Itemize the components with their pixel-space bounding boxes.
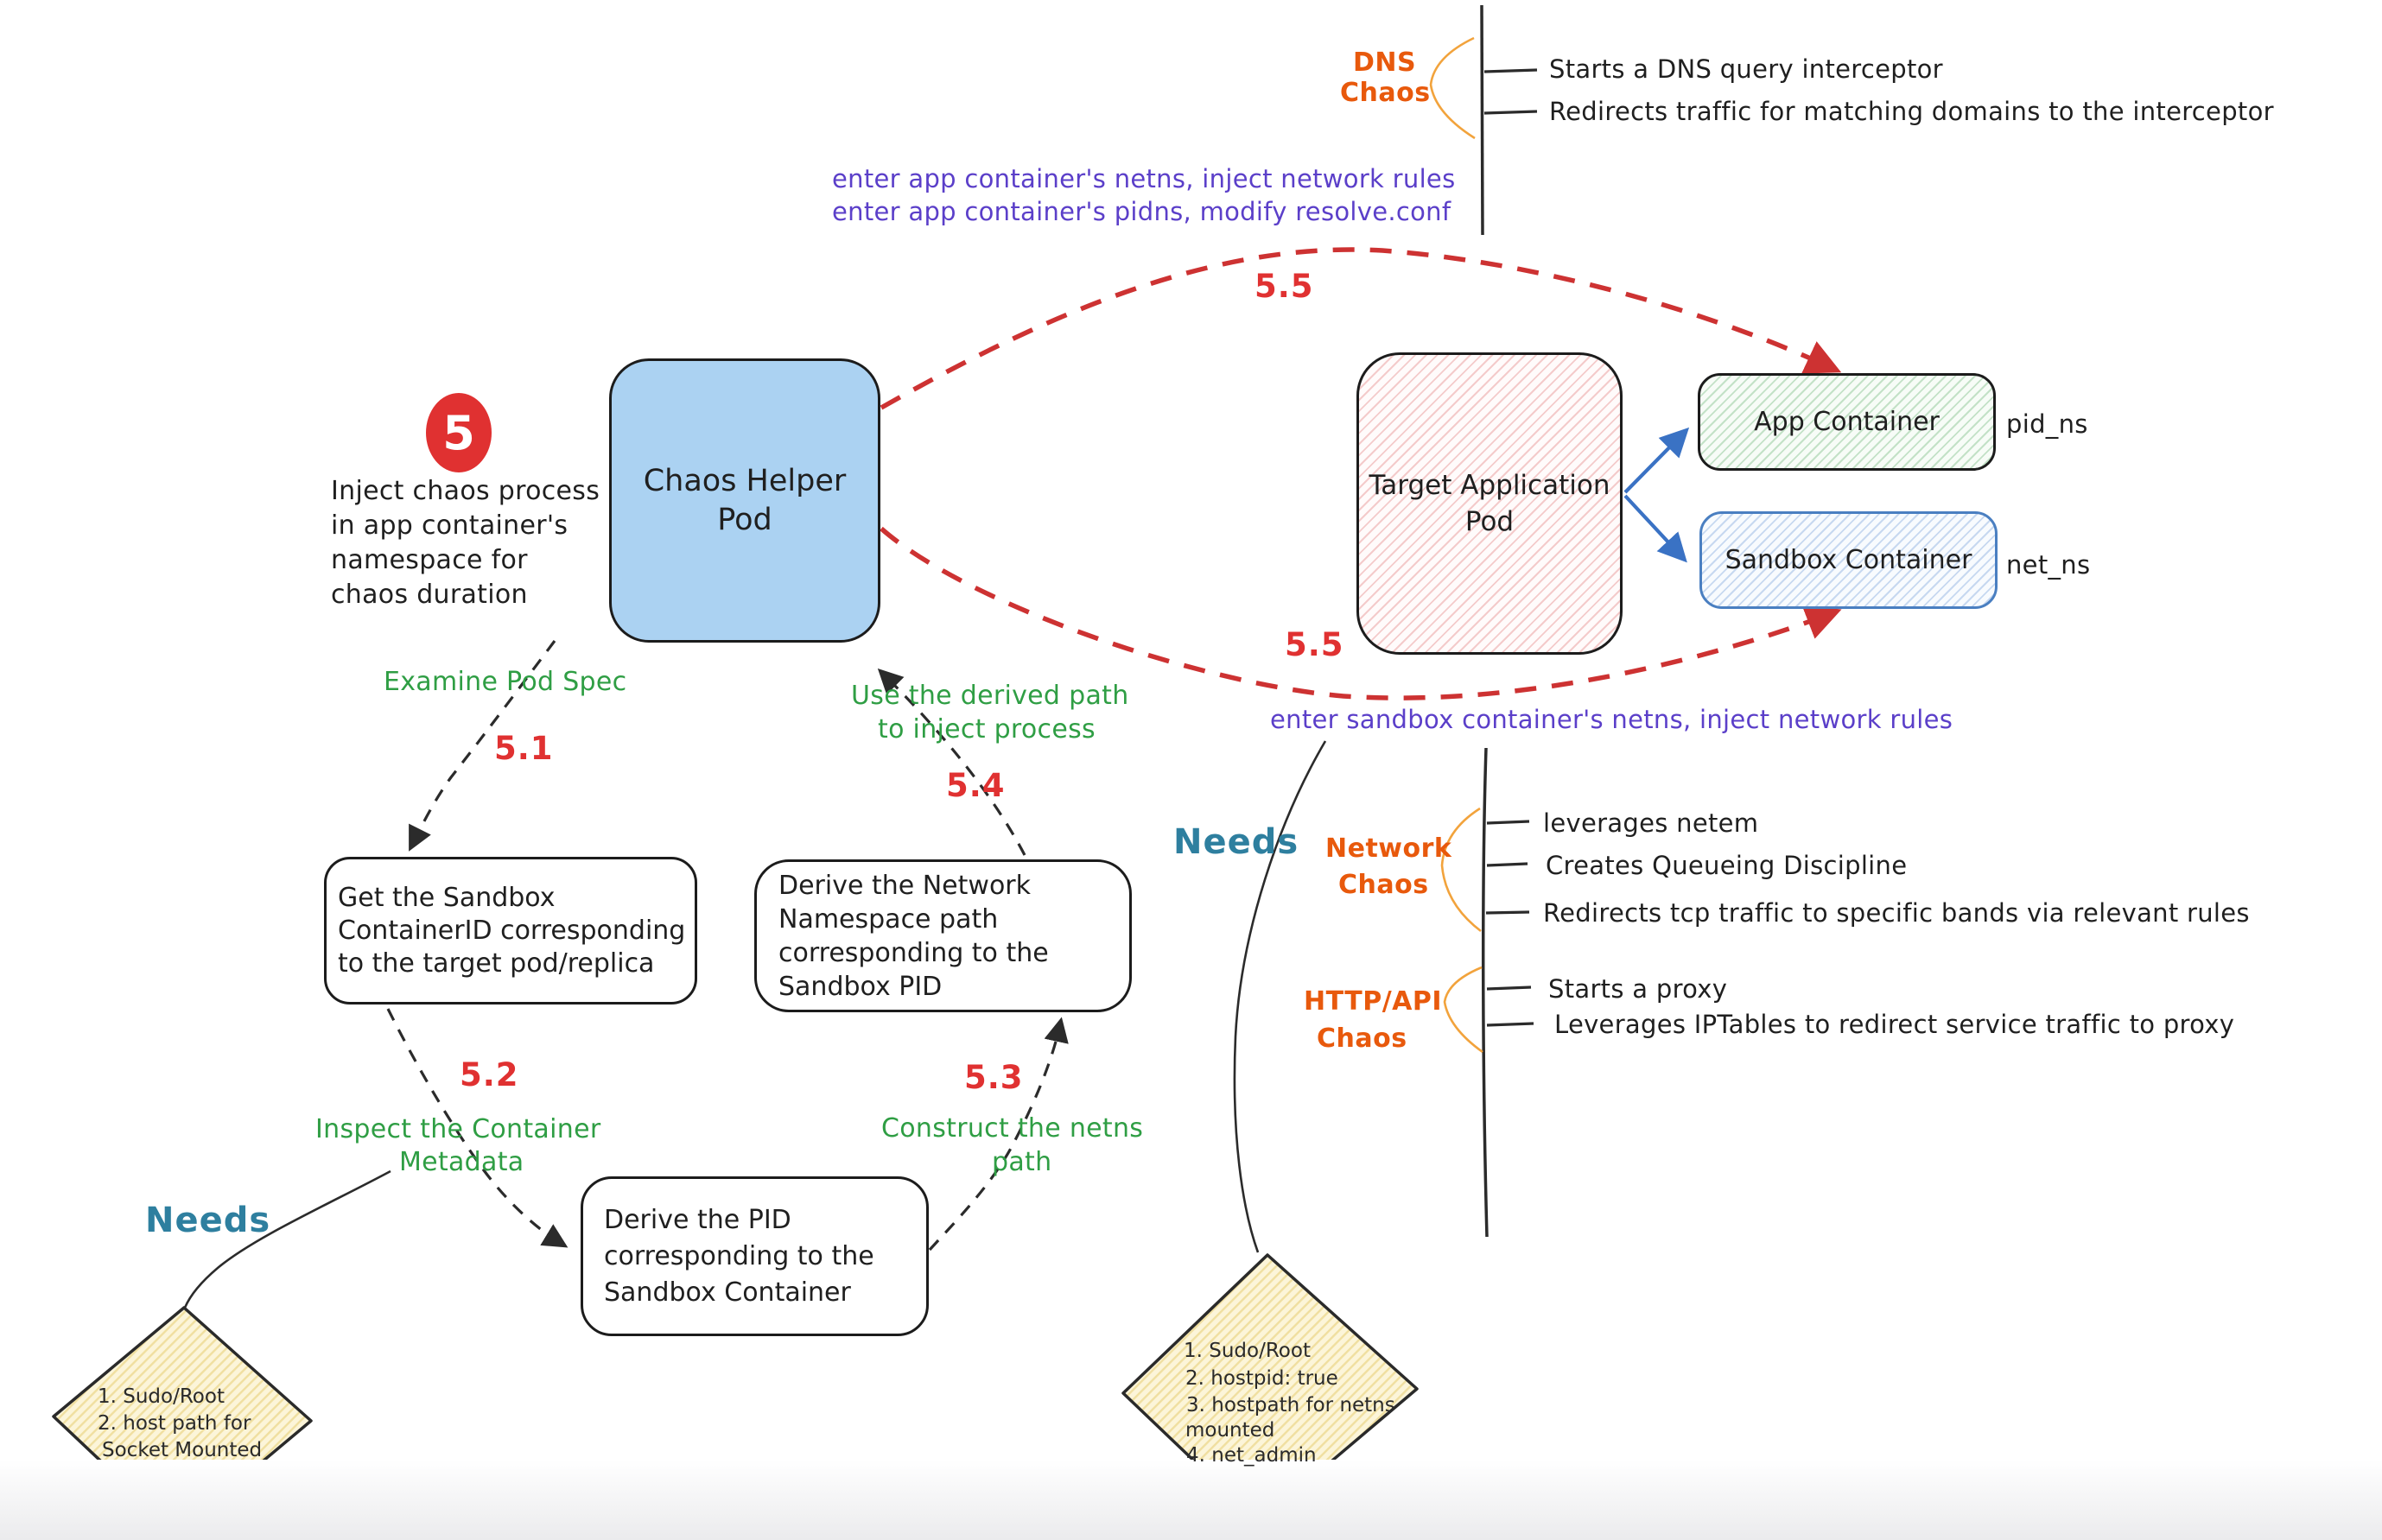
step-5-4-label-line2: to inject process <box>878 714 1096 745</box>
step-5-4-label-line1: Use the derived path <box>851 681 1129 711</box>
needs-left-item: 1. Sudo/Root <box>98 1385 225 1408</box>
dns-chaos-label-line1: DNS <box>1353 48 1417 78</box>
step-5-5-number-bottom: 5.5 <box>1285 626 1344 663</box>
annotation-netns-inject: enter app container's netns, inject network rules <box>832 164 1456 193</box>
app-container-namespace: pid_ns <box>2006 409 2088 439</box>
arrow-5-5-to-app-container <box>881 250 1832 408</box>
dns-tick-2 <box>1484 111 1537 113</box>
network-chaos-item: Creates Queueing Discipline <box>1546 851 1908 880</box>
box-derive-pid-line3: Sandbox Container <box>604 1277 851 1308</box>
network-chaos-label-line1: Network <box>1325 833 1452 864</box>
step-5-5-number-top: 5.5 <box>1255 268 1314 305</box>
step-5-1-number: 5.1 <box>494 730 554 767</box>
chaos-helper-pod <box>609 358 880 643</box>
dns-chaos-item: Starts a DNS query interceptor <box>1549 54 1943 84</box>
target-pod-title-line1: Target Application <box>1369 470 1610 501</box>
annotation-pidns-resolveconf: enter app container's pidns, modify resolve.conf <box>832 197 1451 226</box>
step-5-2-label-line1: Inspect the Container <box>315 1114 601 1144</box>
http-chaos-brace <box>1445 967 1483 1052</box>
step-description-line2: in app container's <box>331 510 569 541</box>
sandbox-container-namespace: net_ns <box>2006 550 2091 580</box>
needs-right-item: 1. Sudo/Root <box>1184 1340 1311 1362</box>
dns-tick-1 <box>1484 70 1537 72</box>
box-derive-netns-line1: Derive the Network <box>778 870 1032 901</box>
arrow-pod-to-app-container <box>1625 434 1683 492</box>
step-5-3-label-line1: Construct the netns <box>881 1113 1144 1144</box>
app-container-label: App Container <box>1754 406 1940 437</box>
chaos-helper-pod-title-line1: Chaos Helper <box>643 463 847 498</box>
network-tick-1 <box>1487 821 1529 823</box>
box-derive-netns-line2: Namespace path <box>778 903 999 935</box>
network-tick-3 <box>1486 912 1529 913</box>
http-chaos-item: Leverages IPTables to redirect service traffic to proxy <box>1554 1010 2235 1039</box>
dns-rail-line <box>1482 5 1483 235</box>
needs-right-item: 3. hostpath for netns <box>1186 1394 1395 1416</box>
box-get-sandbox-line2: ContainerID corresponding <box>338 915 686 946</box>
app-container-box <box>1698 373 1996 471</box>
http-chaos-label-line1: HTTP/API <box>1304 986 1443 1017</box>
needs-label-right: Needs <box>1173 822 1299 862</box>
step-badge-number: 5 <box>442 405 475 460</box>
network-chaos-label-line2: Chaos <box>1338 870 1429 900</box>
needs-right-item: 4. net_admin <box>1186 1444 1317 1467</box>
dns-brace <box>1431 38 1475 138</box>
dns-chaos-label-line2: Chaos <box>1340 78 1431 108</box>
http-tick-1 <box>1487 987 1531 989</box>
box-get-sandbox-line1: Get the Sandbox <box>338 882 556 913</box>
box-derive-netns-line3: corresponding to the <box>778 937 1049 968</box>
dns-chaos-item: Redirects traffic for matching domains to the interceptor <box>1549 97 2274 126</box>
annotation-sandbox-netns: enter sandbox container's netns, inject network rules <box>1270 705 1953 734</box>
network-chaos-brace <box>1442 808 1481 931</box>
step-5-4-number: 5.4 <box>946 767 1006 804</box>
box-derive-netns-line4: Sandbox PID <box>778 971 943 1002</box>
step-5-1-label: Examine Pod Spec <box>384 667 627 697</box>
step-badge <box>426 393 492 472</box>
needs-right-item: mounted <box>1185 1419 1275 1442</box>
target-application-pod <box>1356 352 1623 655</box>
needs-label-left: Needs <box>145 1201 271 1240</box>
sandbox-container-box <box>1699 511 1998 609</box>
target-pod-title-line2: Pod <box>1464 506 1515 537</box>
chaos-helper-pod-title-line2: Pod <box>717 502 772 537</box>
http-tick-2 <box>1487 1023 1534 1025</box>
bottom-shade <box>0 1460 2382 1540</box>
needs-left-item: Socket Mounted <box>102 1439 263 1461</box>
chaos-rail-line <box>1483 748 1487 1237</box>
box-derive-pid-line1: Derive the PID <box>604 1204 791 1235</box>
step-description-line4: chaos duration <box>331 580 528 610</box>
needs-right-item: 2. hostpid: true <box>1185 1367 1338 1390</box>
step-5-3-number: 5.3 <box>964 1059 1024 1096</box>
box-get-sandbox-line3: to the target pod/replica <box>338 947 655 979</box>
step-description-line3: namespace for <box>331 545 528 575</box>
step-description-line1: Inject chaos process <box>331 476 600 506</box>
box-get-sandbox-containerid <box>324 857 697 1004</box>
network-chaos-item: leverages netem <box>1543 808 1759 838</box>
http-chaos-item: Starts a proxy <box>1548 974 1728 1004</box>
step-5-2-label-line2: Metadata <box>399 1147 524 1177</box>
sandbox-container-label: Sandbox Container <box>1725 544 1972 575</box>
box-derive-netns-path <box>754 859 1132 1012</box>
network-chaos-item: Redirects tcp traffic to specific bands via relevant rules <box>1543 898 2250 928</box>
http-chaos-label-line2: Chaos <box>1317 1023 1407 1054</box>
box-derive-pid <box>581 1176 929 1336</box>
needs-left-item: 2. host path for <box>98 1412 251 1435</box>
box-derive-pid-line2: corresponding to the <box>604 1240 874 1271</box>
network-tick-2 <box>1487 864 1528 865</box>
step-5-3-label-line2: path <box>992 1147 1052 1177</box>
arrow-pod-to-sandbox-container <box>1625 496 1681 556</box>
step-5-2-number: 5.2 <box>460 1056 519 1093</box>
